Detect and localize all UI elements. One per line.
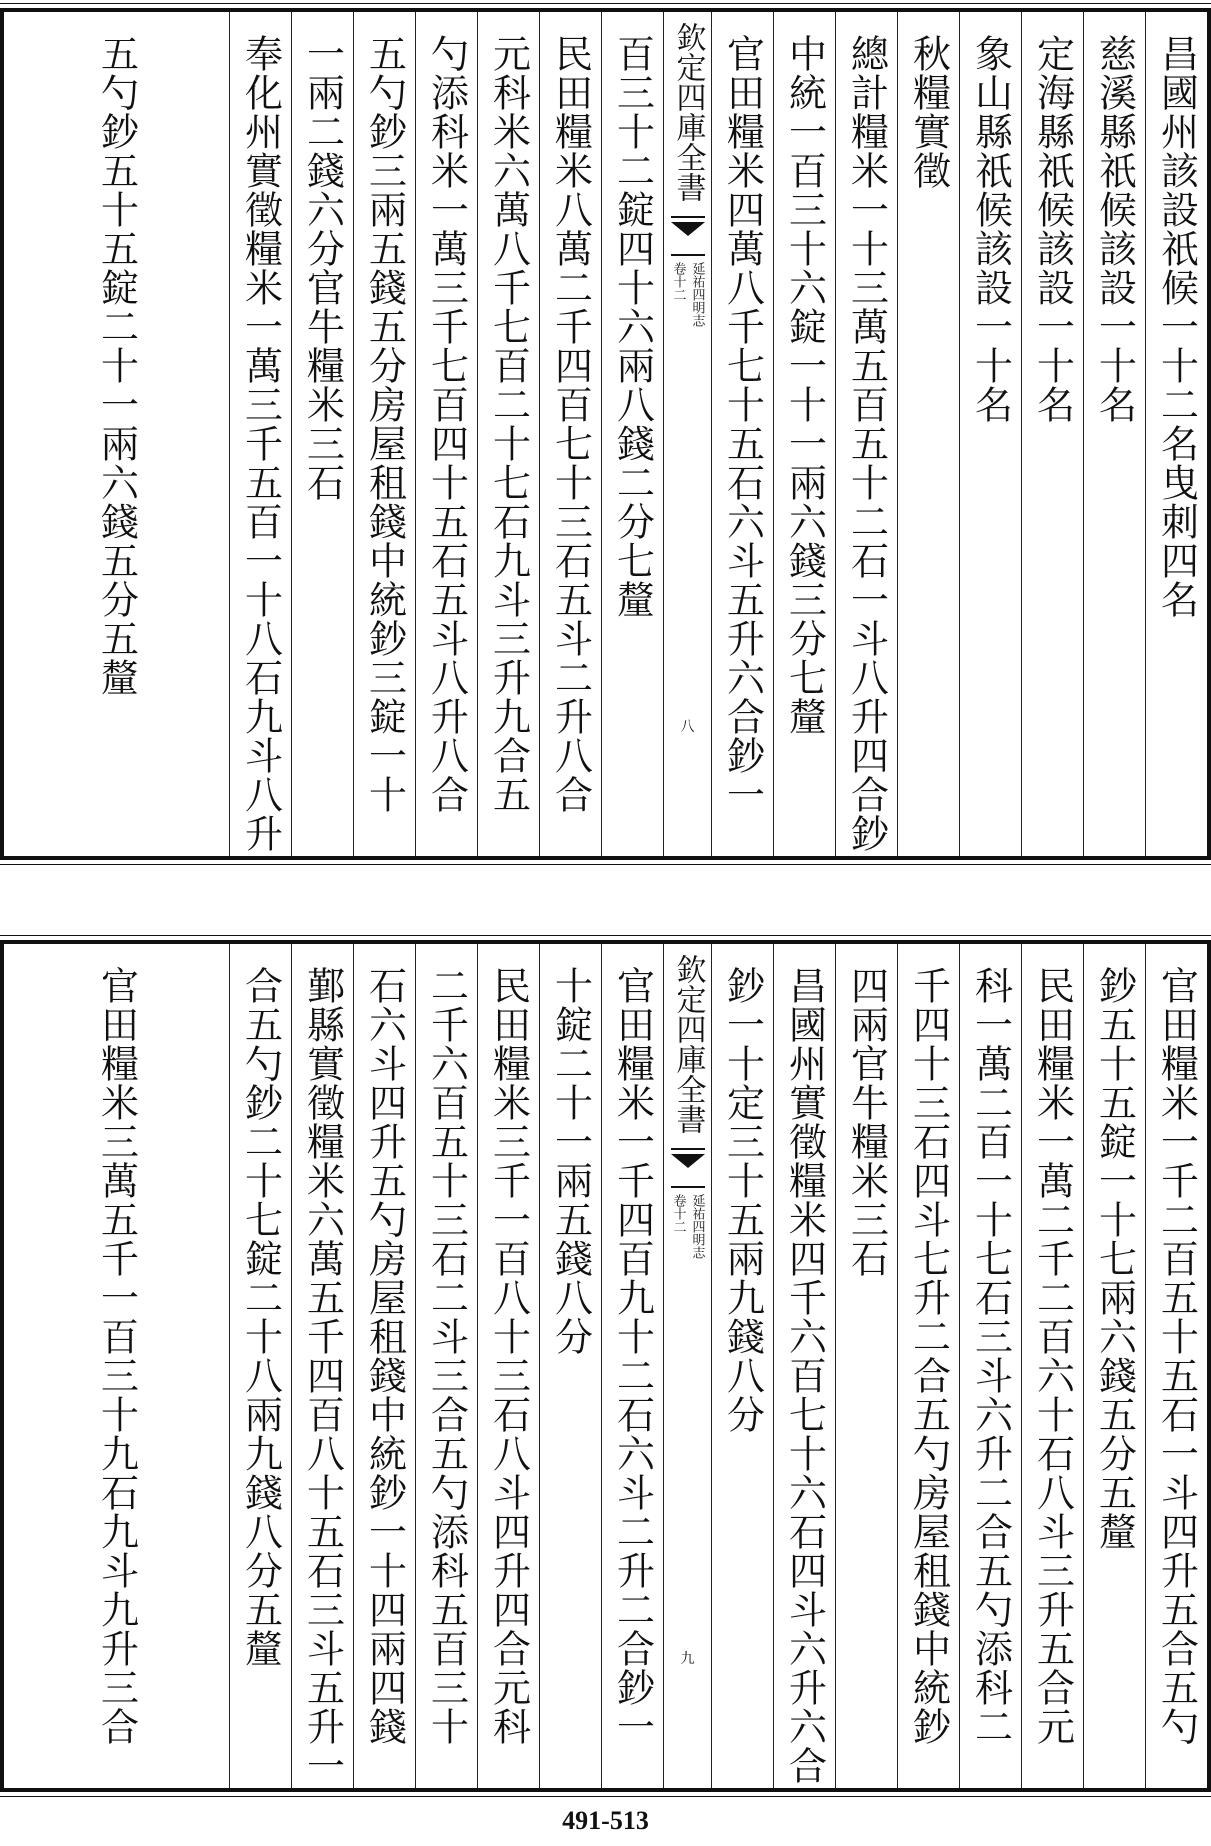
text-column — [477, 12, 539, 856]
column-text: 官田糧米一千二百五十五石一斗四升五合五勺 — [1154, 966, 1199, 1746]
column-text: 五勺鈔五十五錠二十一兩六錢五分五釐 — [94, 34, 139, 697]
text-column — [959, 12, 1021, 856]
text-column — [601, 12, 663, 856]
column-text: 十錠二十一兩五錢八分 — [548, 966, 593, 1356]
book-subtitle: 延祐四明志 — [689, 1194, 705, 1259]
column-text: 總計糧米一十三萬五百五十二石一斗八升四合鈔 — [844, 34, 889, 853]
column-text: 象山縣祇候該設一十名 — [968, 34, 1013, 424]
column-text: 民田糧米三千一百八十三石八斗四升四合元科 — [486, 966, 531, 1746]
text-column — [835, 944, 897, 1788]
book-subtitle: 延祐四明志 — [689, 262, 705, 327]
text-column — [711, 944, 773, 1788]
column-text: 慈溪縣祇候該設一十名 — [1092, 34, 1137, 424]
text-column — [291, 12, 353, 856]
text-column — [353, 12, 415, 856]
column-text: 鈔一十定三十五兩九錢八分 — [720, 966, 765, 1434]
text-column — [959, 944, 1021, 1788]
column-text: 昌國州該設祇候一十二名曳刺四名 — [1154, 34, 1199, 619]
column-text: 昌國州實徵糧米四千六百七十六石四斗六升六合 — [782, 966, 827, 1785]
column-text: 秋糧實徵 — [906, 34, 951, 190]
text-column — [897, 12, 959, 856]
volume-label: 卷十二 — [670, 262, 686, 301]
column-text: 奉化州實徵糧米一萬三千五百一十八石九斗八升 — [238, 34, 283, 853]
volume-label: 卷十二 — [670, 1194, 686, 1233]
text-column — [4, 12, 229, 856]
column-text: 合五勺鈔二十七錠二十八兩九錢八分五釐 — [238, 966, 283, 1668]
column-text: 民田糧米八萬二千四百七十三石五斗二升八合 — [548, 34, 593, 814]
column-text: 四兩官牛糧米三石 — [844, 966, 889, 1278]
text-column — [477, 944, 539, 1788]
folio-number: 九 — [680, 1651, 695, 1667]
column-text: 官田糧米三萬五千一百三十九石九斗九升三合 — [94, 966, 139, 1746]
text-column — [415, 12, 477, 856]
text-column — [1083, 12, 1145, 856]
folio-number: 八 — [680, 719, 695, 735]
text-column — [229, 944, 291, 1788]
text-column — [1145, 944, 1207, 1788]
book-title: 欽定四庫全書 — [670, 22, 706, 202]
text-column — [897, 944, 959, 1788]
column-text: 定海縣祇候該設一十名 — [1030, 34, 1075, 424]
center-fold-column — [663, 944, 711, 1788]
text-column — [1145, 12, 1207, 856]
column-text: 元科米六萬八千七百二十七石九斗三升九合五 — [486, 34, 531, 814]
column-text: 五勺鈔三兩五錢五分房屋租錢中統鈔三錠一十 — [362, 34, 407, 814]
column-text: 官田糧米四萬八千七十五石六斗五升六合鈔一 — [720, 34, 765, 814]
text-column — [229, 12, 291, 856]
text-column — [4, 944, 229, 1788]
column-text: 民田糧米一萬二千二百六十石八斗三升五合元 — [1030, 966, 1075, 1746]
column-text: 二千六百五十三石二斗三合五勺添科五百三十 — [424, 966, 469, 1746]
text-column — [539, 944, 601, 1788]
column-text: 科一萬二百一十七石三斗六升二合五勺添科二 — [968, 966, 1013, 1746]
text-column — [835, 12, 897, 856]
center-fold-column — [663, 12, 711, 856]
text-column — [1083, 944, 1145, 1788]
text-column — [711, 12, 773, 856]
text-column — [773, 944, 835, 1788]
fishtail-mark-icon — [671, 216, 705, 256]
text-column — [539, 12, 601, 856]
column-text: 一兩二錢六分官牛糧米三石 — [300, 34, 345, 502]
column-text: 石六斗四升五勺房屋租錢中統鈔一十四兩四錢 — [362, 966, 407, 1746]
column-text: 官田糧米一千四百九十二石六斗二升二合鈔一 — [610, 966, 655, 1746]
fishtail-mark-icon — [671, 1148, 705, 1188]
page-top — [0, 8, 1211, 860]
book-title: 欽定四庫全書 — [670, 954, 706, 1134]
column-text: 鄞縣實徵糧米六萬五千四百八十五石三斗五升一 — [300, 966, 345, 1785]
text-column — [415, 944, 477, 1788]
page-bottom — [0, 940, 1211, 1792]
text-column — [291, 944, 353, 1788]
page-range-label: 491-513 — [562, 1806, 649, 1835]
column-text: 中統一百三十六錠一十一兩六錢三分七釐 — [782, 34, 827, 736]
column-text: 千四十三石四斗七升二合五勺房屋租錢中統鈔 — [906, 966, 951, 1746]
text-column — [353, 944, 415, 1788]
text-column — [601, 944, 663, 1788]
text-column — [773, 12, 835, 856]
text-column — [1021, 12, 1083, 856]
text-column — [1021, 944, 1083, 1788]
column-text: 百三十二錠四十六兩八錢二分七釐 — [610, 34, 655, 619]
column-text: 鈔五十五錠一十七兩六錢五分五釐 — [1092, 966, 1137, 1551]
column-text: 勺添科米一萬三千七百四十五石五斗八升八合 — [424, 34, 469, 814]
